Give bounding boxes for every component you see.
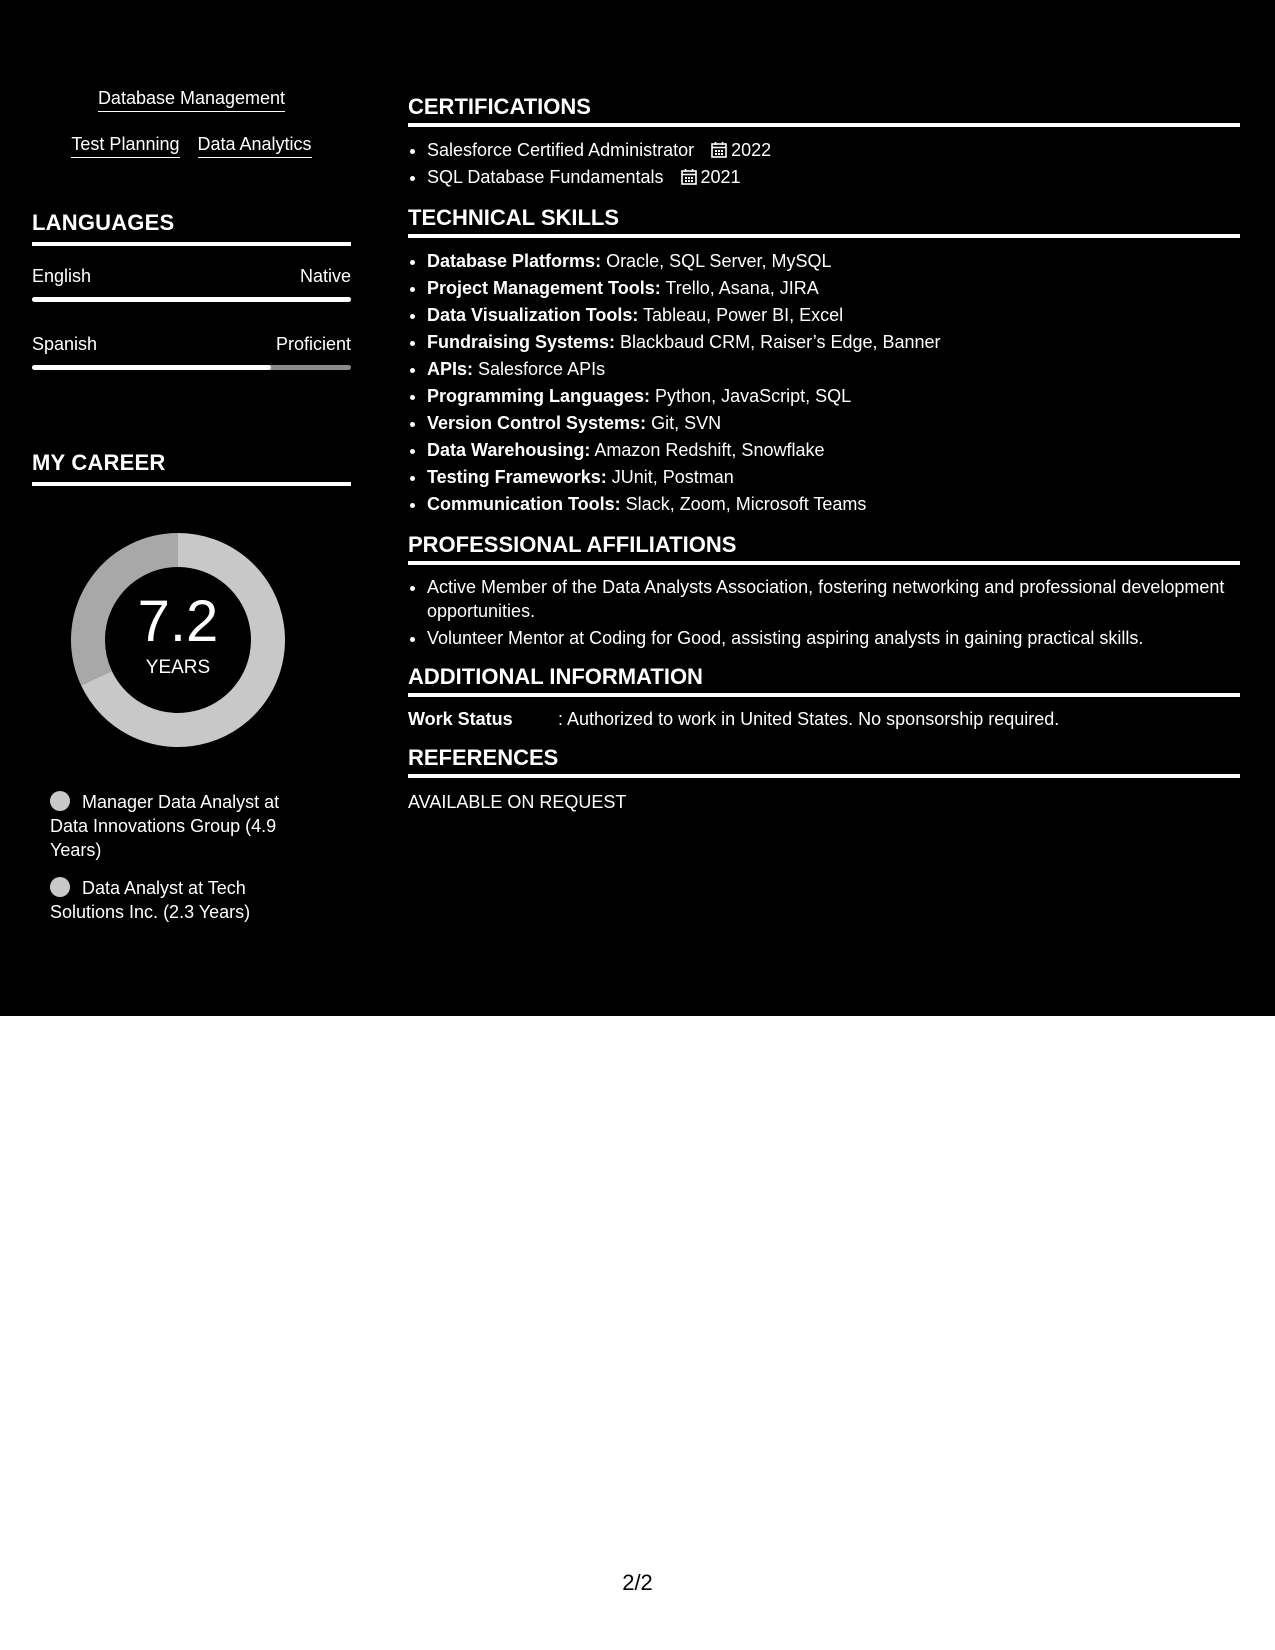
legend-dot-icon: [50, 877, 70, 897]
affiliation-item: • Active Member of the Data Analysts Association, fostering networking and professional development opportunities.: [427, 575, 1240, 623]
skill-item: [427, 275, 1240, 302]
page-number: 2/2: [622, 1570, 653, 1595]
language-level-bar: [32, 297, 351, 302]
technical-skills-list: [408, 248, 1240, 518]
skill-label: Programming Languages:: [427, 386, 651, 406]
technical-skills-heading: TECHNICAL SKILLS: [408, 205, 1240, 238]
affiliations-heading: PROFESSIONAL AFFILIATIONS: [408, 532, 1240, 565]
languages-heading: LANGUAGES: [32, 210, 351, 246]
skill-tag-row: [32, 134, 351, 158]
skill-label: Testing Frameworks:: [427, 467, 607, 487]
skill-tag: Data Analytics: [198, 134, 312, 158]
career-total-unit: YEARS: [145, 657, 211, 678]
skill-item: [427, 248, 1240, 275]
language-level: Proficient: [275, 334, 351, 354]
certifications-heading: CERTIFICATIONS: [408, 94, 1240, 127]
right-column: [408, 94, 1240, 828]
language-level-bar: [32, 365, 351, 370]
references-section: [408, 745, 1240, 814]
skill-item: [427, 383, 1240, 410]
skill-item: [427, 491, 1240, 518]
skill-tag-row: [32, 88, 351, 112]
skill-tags: [32, 88, 351, 180]
skill-value: Tableau, Power BI, Excel: [638, 305, 844, 325]
skill-label: Fundraising Systems:: [427, 332, 616, 352]
skill-item: [427, 302, 1240, 329]
calendar-icon: [681, 168, 697, 185]
language-item: [32, 334, 351, 370]
career-list: [50, 790, 310, 938]
skill-tag: Database Management: [98, 88, 285, 112]
skill-item: [427, 410, 1240, 437]
skill-value: Trello, Asana, JIRA: [660, 278, 819, 298]
language-level-fill: [32, 365, 271, 370]
skill-value: Slack, Zoom, Microsoft Teams: [620, 494, 867, 514]
skill-label: APIs:: [427, 359, 474, 379]
career-donut-chart: [66, 528, 290, 752]
skill-value: Salesforce APIs: [473, 359, 606, 379]
affiliations-list: [408, 575, 1240, 650]
language-item: [32, 266, 351, 302]
skill-item: [427, 329, 1240, 356]
references-text: AVAILABLE ON REQUEST: [408, 792, 627, 812]
skill-label: Version Control Systems:: [427, 413, 647, 433]
career-entry: [50, 790, 310, 862]
work-status-value: : Authorized to work in United States. No sponsorship required.: [558, 709, 1060, 729]
references-heading: REFERENCES: [408, 745, 1240, 778]
skill-value: Amazon Redshift, Snowflake: [590, 440, 825, 460]
additional-info-heading: ADDITIONAL INFORMATION: [408, 664, 1240, 697]
career-entry-text: Data Analyst at Tech Solutions Inc. (2.3 Years): [50, 878, 251, 922]
skill-item: [427, 437, 1240, 464]
legend-dot-icon: [50, 791, 70, 811]
languages-section: [32, 210, 351, 370]
skill-label: Data Warehousing:: [427, 440, 591, 460]
affiliations-section: [408, 532, 1240, 650]
career-heading: MY CAREER: [32, 450, 351, 486]
calendar-icon: [711, 141, 727, 158]
skill-item: [427, 356, 1240, 383]
skill-label: Database Platforms:: [427, 251, 602, 271]
language-level-fill: [32, 297, 351, 302]
skill-value: JUnit, Postman: [606, 467, 734, 487]
certification-name: SQL Database Fundamentals: [427, 167, 664, 187]
career-entry-text: Manager Data Analyst at Data Innovations Group (4.9 Years): [50, 792, 280, 860]
language-name: Spanish: [32, 334, 98, 354]
certification-year: 2021: [700, 167, 741, 187]
career-total-years: 7.2: [137, 589, 219, 654]
skill-label: Communication Tools:: [427, 494, 621, 514]
technical-skills-section: [408, 205, 1240, 518]
career-section: [32, 450, 351, 922]
additional-info-section: [408, 664, 1240, 731]
donut-center: [66, 528, 290, 752]
skill-label: Project Management Tools:: [427, 278, 661, 298]
certification-item: [427, 164, 1240, 191]
certifications-list: [408, 137, 1240, 191]
certification-name: Salesforce Certified Administrator: [427, 140, 695, 160]
skill-value: Git, SVN: [646, 413, 722, 433]
skill-label: Data Visualization Tools:: [427, 305, 639, 325]
certification-item: [427, 137, 1240, 164]
skill-tag: Test Planning: [71, 134, 179, 158]
certifications-section: [408, 94, 1240, 191]
affiliation-item: • Volunteer Mentor at Coding for Good, assisting aspiring analysts in gaining practical skills.: [427, 626, 1240, 650]
language-name: English: [32, 266, 92, 286]
skill-value: Python, JavaScript, SQL: [650, 386, 852, 406]
skill-value: Oracle, SQL Server, MySQL: [601, 251, 832, 271]
career-entry: [50, 876, 310, 924]
skill-item: [427, 464, 1240, 491]
certification-year: 2022: [731, 140, 772, 160]
work-status-row: [408, 707, 1240, 731]
work-status-label: Work Status: [408, 709, 513, 729]
skill-value: Blackbaud CRM, Raiser’s Edge, Banner: [615, 332, 941, 352]
language-level: Native: [299, 266, 351, 286]
